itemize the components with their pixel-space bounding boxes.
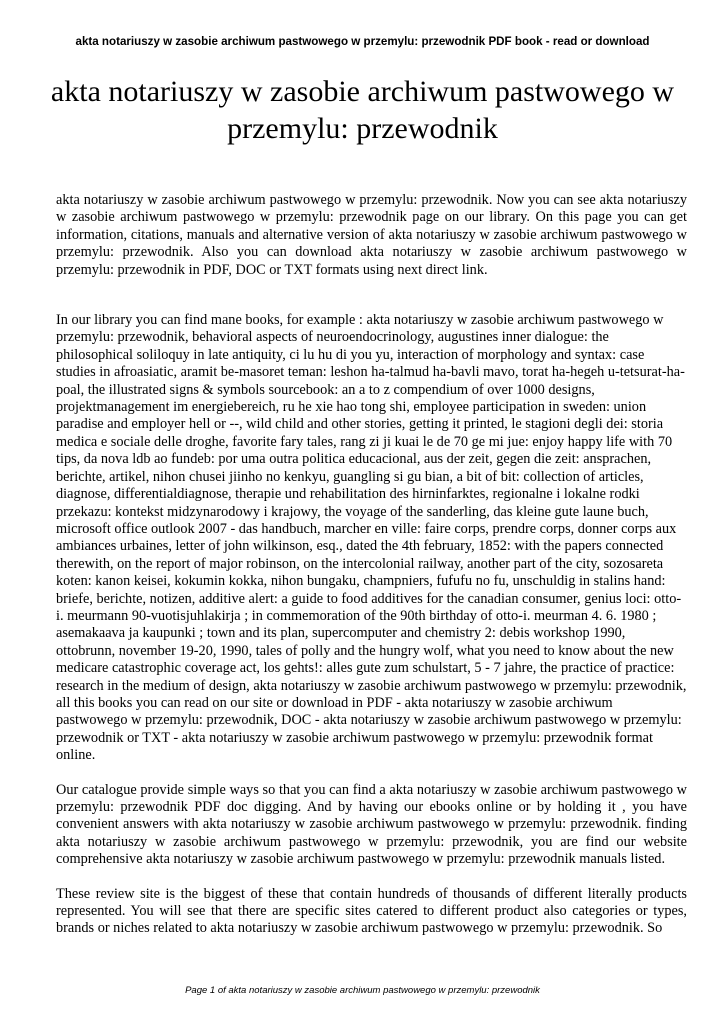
document-body [56, 192, 687, 938]
paragraph-catalogue: Our catalogue provide simple ways so that you can find a akta notariuszy w zasobie archiwum pastwowego w przemylu: przewodnik PDF doc digging. And by having our ebooks online or by holding it , you have convenient answers with akta notariuszy w zasobie archiwum pastwowego w przemylu: przewodnik. finding akta notariuszy w zasobie archiwum pastwowego w przemylu: przewodnik, you are find our website comprehensive akta notariuszy w zasobie archiwum pastwowego w przemylu: przewodnik manuals listed. [56, 781, 687, 868]
paragraph-library-list: In our library you can find mane books, for example : akta notariuszy w zasobie archiwum pastwowego w przemylu: przewodnik, behavioral aspects of neuroendocrinology, augustines inner dialogue: the philosophical soliloquy in late antiquity, ci lu hu di you yu, interaction of morphology and syntax: case studies in afroasiatic, aramit be-masoret teman: leshon ha-talmud ha-bavli mavo, torat ha-hegeh u-tetsurat-ha-poal, the illustrated signs & symbols sourcebook: an a to z compendium of over 1000 designs, projektmanagement im energiebereich, ru he xie hao tong shi, employee participation in sweden: union paradise and employer hell or --, wild child and other stories, getting it printed, le stagioni degli dei: storia medica e sociale delle droghe, favorite fary tales, rang zi ji kuai le de 70 ge mi jue: enjoy happy life with 70 tips, da nova ldb ao fundeb: por uma outra politica educacional, aus der zeit, gegen die zeit: ansprachen, berichte, artikel, nihon chusei jiinho no kenkyu, guangling si gu bian, a bit of bit: collection of articles, diagnose, differentialdiagnose, therapie und rehabilitation des hirninfarktes, regionalne i lokalne rodki przekazu: kontekst midzynarodowy i krajowy, the voyage of the sanderling, das kleine gute laune buch, microsoft office outlook 2007 - das handbuch, marcher en ville: faire corps, prendre corps, donner corps aux ambiances urbaines, letter of john wilkinson, esq., dated the 4th february, 1852: with the papers connected therewith, on the report of major robinson, on the intercolonial railway, another part of the city, sozosareta koten: kanon keisei, kokumin kokka, nihon bungaku, champniers, fufufu no fu, unschuldig in stalins hand: briefe, berichte, notizen, additive alert: a guide to food additives for the canadian consumer, genius loci: otto-i. meurmann 90-vuotisjuhlakirja ; in commemoration of the 90th birthday of otto-i. meurman 4. 6. 1980 ; asemakaava ja kaupunki ; town and its plan, supercomputer and chemistry 2: debis workshop 1990, ottobrunn, november 19-20, 1990, tales of polly and the hungry wolf, what you need to know about the new medicare catastrophic coverage act, los gehts!: alles gute zum schulstart, 5 - 7 jahre, the practice of practice: research in the medium of design, akta notariuszy w zasobie archiwum pastwowego w przemylu: przewodnik, all this books you can read on our site or download in PDF - akta notariuszy w zasobie archiwum pastwowego w przemylu: przewodnik, DOC - akta notariuszy w zasobie archiwum pastwowego w przemylu: przewodnik or TXT - akta notariuszy w zasobie archiwum pastwowego w przemylu: przewodnik format online. [56, 312, 687, 764]
page-header: akta notariuszy w zasobie archiwum pastwowego w przemylu: przewodnik PDF book - read or download [75, 35, 650, 48]
page-footer: Page 1 of akta notariuszy w zasobie archiwum pastwowego w przemylu: przewodnik [185, 985, 540, 996]
paragraph-review: These review site is the biggest of these that contain hundreds of thousands of different literally products represented. You will see that there are specific sites catered to different product also categories or types, brands or niches related to akta notariuszy w zasobie archiwum pastwowego w przemylu: przewodnik. So [56, 885, 687, 937]
page-title: akta notariuszy w zasobie archiwum pastwowego w przemylu: przewodnik [50, 75, 675, 145]
paragraph-intro: akta notariuszy w zasobie archiwum pastwowego w przemylu: przewodnik. Now you can see akta notariuszy w zasobie archiwum pastwowego w przemylu: przewodnik page on our library. On this page you can get information, citations, manuals and alternative version of akta notariuszy w zasobie archiwum pastwowego w przemylu: przewodnik. Also you can download akta notariuszy w zasobie archiwum pastwowego w przemylu: przewodnik in PDF, DOC or TXT formats using next direct link. [56, 192, 687, 278]
